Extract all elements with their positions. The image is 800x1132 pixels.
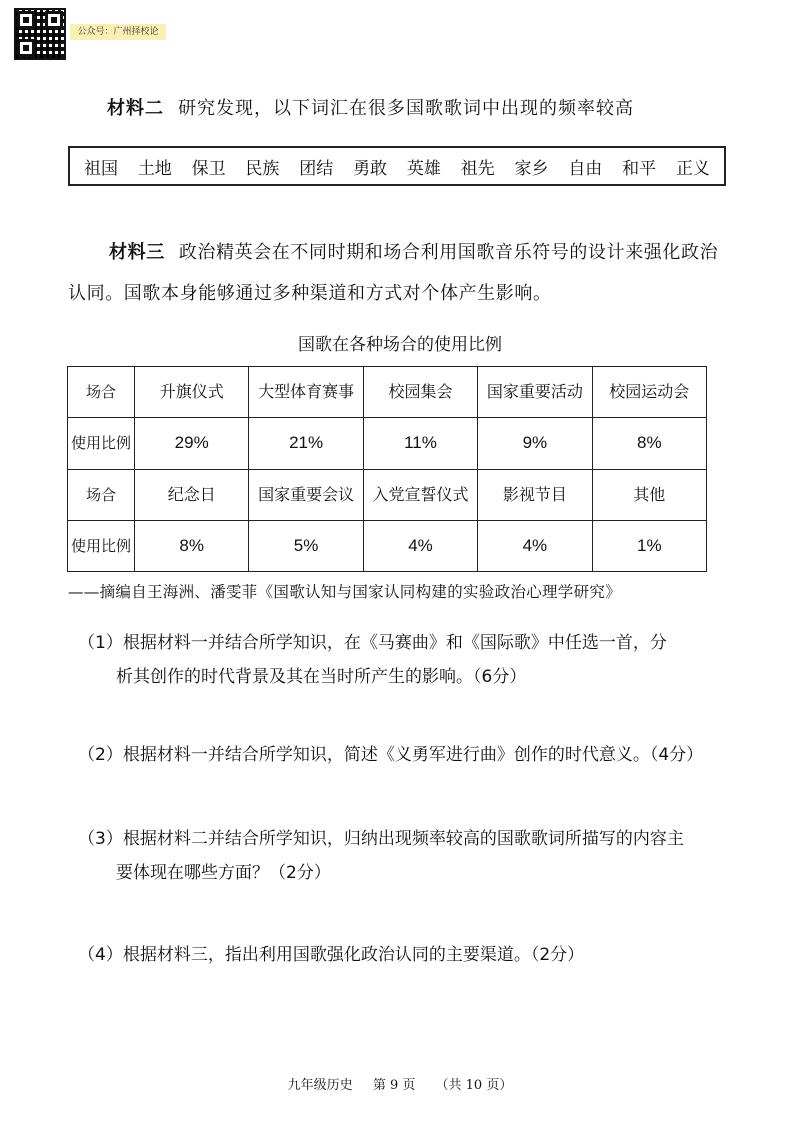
table-cell: 8% bbox=[592, 418, 706, 469]
question-1-line-2: 析其创作的时代背景及其在当时所产生的影响。（6分） bbox=[116, 667, 527, 687]
anthem-words-box bbox=[68, 146, 726, 186]
table-cell: 9% bbox=[478, 418, 592, 469]
table-cell: 纪念日 bbox=[135, 469, 249, 520]
footer-subject: 九年级历史 bbox=[287, 1078, 353, 1093]
word-item: 保卫 bbox=[191, 158, 226, 179]
page-footer bbox=[0, 1074, 800, 1093]
word-item: 勇敢 bbox=[353, 158, 388, 179]
footer-total-pages: （共 10 页） bbox=[435, 1078, 513, 1093]
table-cell: 5% bbox=[249, 520, 363, 571]
material3-text: 政治精英会在不同时期和场合利用国歌音乐符号的设计来强化政治认同。国歌本身能够通过多种渠道和方式对个体产生影响。 bbox=[68, 242, 719, 304]
row-header-ratio: 使用比例 bbox=[68, 418, 135, 469]
wechat-account-label: 公众号：广州择校论 bbox=[70, 24, 166, 40]
table-cell: 校园运动会 bbox=[592, 367, 706, 418]
table-cell: 升旗仪式 bbox=[135, 367, 249, 418]
table-row bbox=[68, 418, 707, 469]
table-title: 国歌在各种场合的使用比例 bbox=[298, 335, 502, 355]
footer-page-number: 第 9 页 bbox=[372, 1078, 416, 1093]
table-cell: 4% bbox=[363, 520, 477, 571]
table-row bbox=[68, 367, 707, 418]
word-item: 祖国 bbox=[84, 158, 118, 179]
table-cell: 国家重要活动 bbox=[478, 367, 592, 418]
material2-text: 研究发现，以下词汇在很多国歌歌词中出现的频率较高 bbox=[178, 98, 634, 119]
table-cell: 11% bbox=[363, 418, 477, 469]
word-item: 正义 bbox=[675, 158, 710, 179]
question-3 bbox=[78, 822, 738, 890]
material3-paragraph bbox=[68, 232, 728, 314]
material3-tag: 材料三 bbox=[109, 242, 165, 263]
table-cell: 4% bbox=[478, 520, 592, 571]
table-cell: 大型体育赛事 bbox=[249, 367, 363, 418]
table-cell: 入党宣誓仪式 bbox=[363, 469, 477, 520]
question-4: （4）根据材料三，指出利用国歌强化政治认同的主要渠道。（2分） bbox=[78, 945, 585, 965]
table-cell: 影视节目 bbox=[478, 469, 592, 520]
question-2: （2）根据材料一并结合所学知识，简述《义勇军进行曲》创作的时代意义。（4分） bbox=[78, 745, 704, 765]
question-1-line-1: （1）根据材料一并结合所学知识，在《马赛曲》和《国际歌》中任选一首，分 bbox=[78, 633, 667, 653]
word-item: 团结 bbox=[299, 158, 334, 179]
word-item: 民族 bbox=[245, 158, 280, 179]
word-item: 英雄 bbox=[406, 158, 441, 179]
word-item: 土地 bbox=[137, 158, 172, 179]
word-item: 自由 bbox=[568, 158, 603, 179]
table-cell: 29% bbox=[135, 418, 249, 469]
material2-heading bbox=[107, 94, 634, 120]
material2-tag: 材料二 bbox=[107, 98, 164, 119]
row-header-occasion: 场合 bbox=[68, 367, 135, 418]
table-row bbox=[68, 469, 707, 520]
table-cell: 1% bbox=[592, 520, 706, 571]
word-item: 家乡 bbox=[514, 158, 549, 179]
table-cell: 国家重要会议 bbox=[249, 469, 363, 520]
qr-code bbox=[14, 8, 66, 60]
word-item: 和平 bbox=[622, 158, 657, 179]
table-row bbox=[68, 520, 707, 571]
row-header-ratio: 使用比例 bbox=[68, 520, 135, 571]
question-3-line-1: （3）根据材料二并结合所学知识，归纳出现频率较高的国歌歌词所描写的内容主 bbox=[78, 829, 684, 849]
question-3-line-2: 要体现在哪些方面？（2分） bbox=[116, 863, 331, 883]
source-citation: ——摘编自王海洲、潘雯菲《国歌认知与国家认同构建的实验政治心理学研究》 bbox=[68, 583, 622, 601]
table-cell: 21% bbox=[249, 418, 363, 469]
usage-ratio-table bbox=[67, 366, 707, 572]
table-cell: 校园集会 bbox=[363, 367, 477, 418]
word-item: 祖先 bbox=[460, 158, 495, 179]
question-1 bbox=[78, 626, 738, 694]
row-header-occasion: 场合 bbox=[68, 469, 135, 520]
table-cell: 8% bbox=[135, 520, 249, 571]
table-cell: 其他 bbox=[592, 469, 706, 520]
